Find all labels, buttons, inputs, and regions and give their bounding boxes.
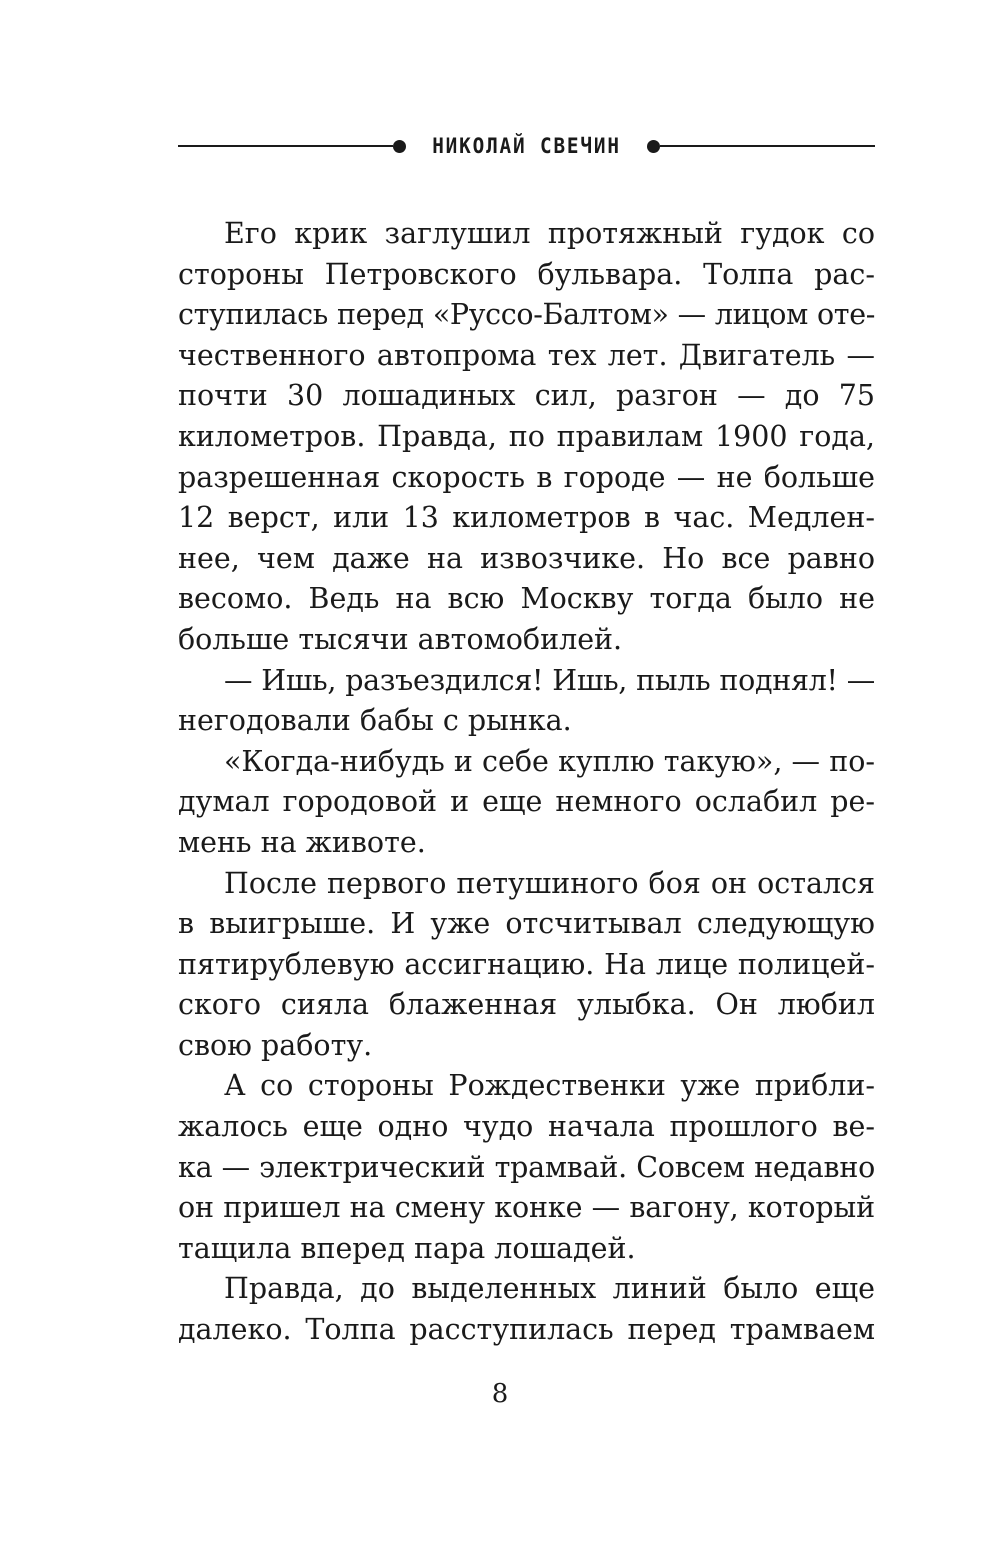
header-rule-left <box>178 145 393 147</box>
text-line: чественного автопрома тех лет. Двигатель — <box>178 338 875 372</box>
header-dot-right <box>647 140 660 153</box>
text-line: он пришел на смену конке — вагону, который <box>178 1191 875 1225</box>
text-line: ка — электрический трамвай. Совсем недавно <box>178 1150 875 1184</box>
text-line: стороны Петровского бульвара. Толпа рас- <box>178 257 875 291</box>
text-line: ступилась перед «Руссо-Балтом» — лицом оте- <box>178 298 875 332</box>
text-line: свою работу. <box>178 1028 373 1062</box>
paragraph-first-line: После первого петушиного боя он остался <box>224 866 875 900</box>
text-line: жалось еще одно чудо начала прошлого ве- <box>178 1110 875 1144</box>
text-line: километров. Правда, по правилам 1900 года, <box>178 419 875 453</box>
text-line: нее, чем даже на извозчике. Но все равно <box>178 541 875 575</box>
text-line: весомо. Ведь на всю Москву тогда было не <box>178 582 875 616</box>
running-head <box>178 132 875 160</box>
text-line: разрешенная скорость в городе — не больше <box>178 460 875 494</box>
text-line: думал городовой и еще немного ослабил ре- <box>178 785 875 819</box>
author-name: НИКОЛАЙ СВЕЧИН <box>432 134 621 158</box>
text-line: ского сияла блаженная улыбка. Он любил <box>178 988 875 1022</box>
text-line: пятирублевую ассигнацию. На лице полицей- <box>178 947 875 981</box>
text-line: тащила вперед пара лошадей. <box>178 1231 636 1265</box>
text-line: больше тысячи автомобилей. <box>178 622 623 656</box>
text-line: почти 30 лошадиных сил, разгон — до 75 <box>178 379 875 413</box>
paragraph-first-line: Правда, до выделенных линий было еще <box>224 1272 875 1306</box>
paragraph-first-line: — Ишь, разъездился! Ишь, пыль поднял! — <box>224 663 875 697</box>
paragraph-first-line: Его крик заглушил протяжный гудок со <box>224 217 875 250</box>
paragraph-first-line: «Когда-нибудь и себе куплю такую», — по- <box>224 744 875 778</box>
header-dot-left <box>393 140 406 153</box>
text-line: в выигрыше. И уже отсчитывал следующую <box>178 907 875 941</box>
page-number: 8 <box>491 1379 509 1409</box>
header-rule-right <box>660 145 875 147</box>
paragraph-first-line: А со стороны Рождественки уже прибли- <box>224 1069 875 1103</box>
text-line: 12 верст, или 13 километров в час. Медлен- <box>178 501 875 535</box>
body-text <box>178 214 875 1351</box>
text-line: негодовали бабы с рынка. <box>178 704 572 738</box>
text-line: мень на животе. <box>178 825 426 859</box>
text-line: далеко. Толпа расступилась перед трамваем <box>178 1313 875 1347</box>
